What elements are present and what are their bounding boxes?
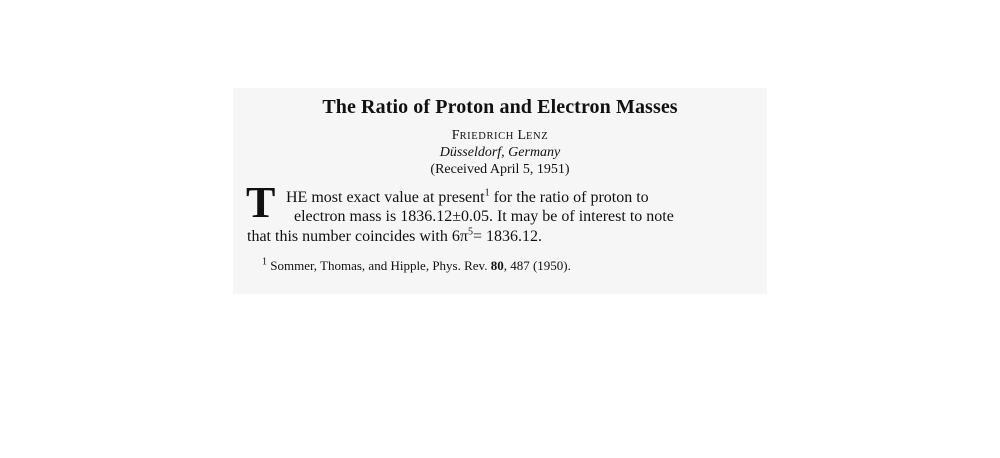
article-author (0, 128, 1000, 144)
footnote-text-b: , 487 (1950). (503, 258, 571, 273)
author-first-initial: F (451, 128, 460, 143)
footnote-marker: 1 (262, 256, 267, 268)
author-last-initial: L (517, 128, 527, 143)
author-affiliation: Düsseldorf, Germany (439, 145, 561, 160)
body-line-3-text-b: = 1836.12. (472, 228, 542, 245)
body-line-3 (247, 228, 542, 246)
body-line-1 (286, 189, 649, 207)
received-date: (Received April 5, 1951) (430, 162, 570, 177)
footnote-volume: 80 (490, 258, 504, 273)
drop-cap-letter: T (246, 178, 276, 227)
author-first-rest: RIEDRICH (459, 131, 514, 142)
footnote-text-a: Sommer, Thomas, and Hipple, Phys. Rev. (267, 258, 491, 273)
footnote (262, 258, 571, 274)
body-footnote-reference: 1 (484, 187, 490, 199)
body-line-1-text-a: HE most exact value at present (286, 189, 485, 206)
body-line-2: electron mass is 1836.12±0.05. It may be of interest to note (294, 208, 674, 225)
article-title: The Ratio of Proton and Electron Masses (322, 96, 678, 118)
body-line-3-text-a: that this number coincides with 6π (247, 228, 468, 245)
author-last-rest: ENZ (526, 131, 549, 142)
body-line-1-text-b: for the ratio of proton to (489, 189, 649, 206)
body-exponent: 5 (467, 226, 473, 238)
